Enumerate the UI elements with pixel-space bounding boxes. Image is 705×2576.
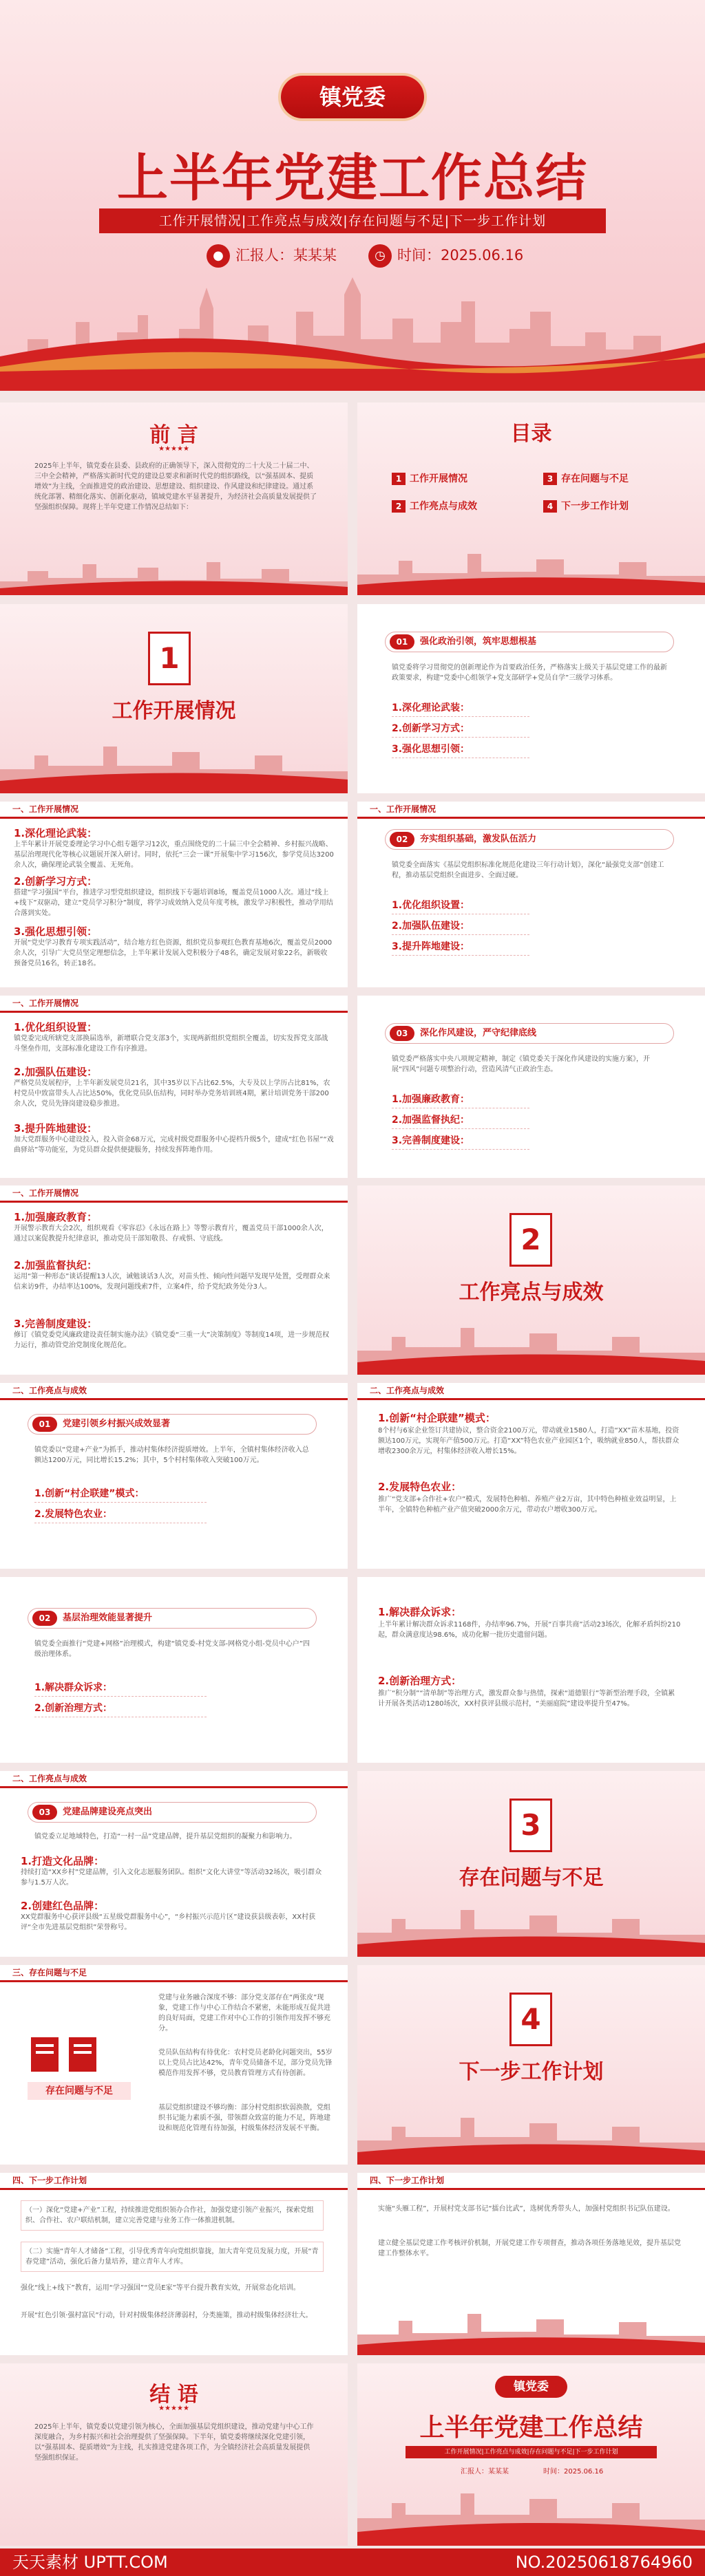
item: 1.创新“村企联建”模式： xyxy=(34,1486,207,1503)
item: 3.提升阵地建设： xyxy=(392,939,529,956)
section-title: 工作开展情况 xyxy=(112,699,236,723)
item: 2.创新学习方式： xyxy=(392,721,529,738)
plan-item: 强化“线上+线下”教育，运用“学习强国”“党员E家”等平台提升教育实效，开展常态化培训。 xyxy=(21,2284,300,2292)
toc-item-3[interactable]: 3 存在问题与不足 xyxy=(543,471,629,485)
item-title: 1.打造文化品牌： xyxy=(21,1855,105,1867)
item-text: 推广“积分制”“清单制”等治理方式，激发群众参与热情，探索“道德银行”等新型治理手段，全镇累计开展各类活动1280场次，XX村获评县级示范村，“美丽庭院”建设率提升至47%。 xyxy=(378,1690,675,1708)
end-date: 时间：2025.06.16 xyxy=(543,2468,604,2476)
item-text: 上半年累计开展党委理论学习中心组专题学习12次，重点围绕党的二十届三中全会精神、乡村振兴战略、基层治理现代化等核心议题展开深入研讨。同时，依托“三会一课”开展集中学习156次，参学党员达3200余人次，确保理论武装全覆盖、无死角。 xyxy=(14,841,334,869)
problems-slide xyxy=(0,1965,348,2165)
section-heading: 02 基层治理效能显著提升 xyxy=(28,1608,317,1629)
reporter-text: 汇报人：某某某 xyxy=(235,247,337,264)
section-text: 镇党委全面推行“党建+网格”治理模式，构建“镇党委-村党支部-网格党小组-党员中心户”四级治理体系。 xyxy=(34,1640,310,1658)
item-text: 严格党员发展程序，上半年新发展党员21名，其中35岁以下占比62.5%，大专及以上学历占比81%，农村党员中致富带头人占比达50%，优化党员队伍结构，同时举办党务培训班4期，累计培训党务干部200余人次，党员先锋岗建设稳步推进。 xyxy=(14,1080,330,1108)
preface-title: 前 言 xyxy=(149,423,198,447)
item: 1.深化理论武装： xyxy=(392,700,529,717)
conclusion-slide xyxy=(0,2363,348,2546)
item-text: 上半年累计解决群众诉求1168件，办结率96.7%，开展“百事共商”活动23场次，化解矛盾纠纷210起，群众满意度达98.6%，成功化解一批历史遗留问题。 xyxy=(378,1621,681,1639)
date-text: 时间：2025.06.16 xyxy=(397,247,524,264)
clock-icon: ◷ xyxy=(368,244,392,268)
detail-slide-5 xyxy=(0,996,348,1178)
problem-item: 党建与业务融合深度不够：部分党支部存在“两张皮”现象，党建工作与中心工作结合不紧密，未能形成互促共进的良好局面，党建工作对中心工作的引领作用发挥不够充分。 xyxy=(158,1994,330,2032)
item-title: 2.发展特色农业： xyxy=(378,1481,462,1493)
section-heading: 03 党建品牌建设亮点突出 xyxy=(28,1802,317,1823)
cover-title: 上半年党建工作总结 xyxy=(117,149,588,208)
footer-right: NO.20250618764960 xyxy=(515,2553,693,2572)
slide-header: 一、工作开展情况 xyxy=(357,802,705,817)
plan-item: （一）深化“党建+产业”工程，持续推进党组织领办合作社，加强党建引领产业振兴，探索党组织、合作社、农户联结机制，建立完善党建与业务工作一体推进机制。 xyxy=(21,2200,324,2231)
section1a-slide xyxy=(357,604,705,793)
slide-header: 一、工作开展情况 xyxy=(0,1185,348,1201)
skyline-icon xyxy=(357,547,705,595)
skyline-icon xyxy=(357,2484,705,2546)
section-number: 4 xyxy=(509,1993,552,2046)
item: 1.解决群众诉求： xyxy=(34,1680,207,1697)
slide-header: 一、工作开展情况 xyxy=(0,996,348,1011)
watermark-footer xyxy=(0,2548,705,2576)
highlight-slide-1 xyxy=(0,1383,348,1569)
item: 1.优化组织设置： xyxy=(392,898,529,914)
header-line xyxy=(0,1786,348,1788)
stars-icon: ★★★★★ xyxy=(158,445,189,453)
header-line xyxy=(0,1980,348,1982)
item-title: 3.提升阵地建设： xyxy=(14,1122,98,1135)
detail-slide-3 xyxy=(0,802,348,987)
party-committee-logo: 镇党委 xyxy=(495,2376,567,2398)
end-subtitle: 工作开展情况|工作亮点与成效|存在问题与不足|下一步工作计划 xyxy=(406,2446,657,2458)
item: 2.发展特色农业： xyxy=(34,1507,207,1523)
slide-header: 三、存在问题与不足 xyxy=(0,1965,348,1980)
toc-item-1[interactable]: 1 工作开展情况 xyxy=(392,471,467,485)
slide-header: 一、工作开展情况 xyxy=(0,802,348,817)
header-line xyxy=(357,1398,705,1400)
item: 2.加强队伍建设： xyxy=(392,919,529,935)
section-text: 镇党委全面落实《基层党组织标准化规范化建设三年行动计划》，深化“最强党支部”创建工程，推动基层党组织全面进步、全面过硬。 xyxy=(392,861,664,879)
conclusion-title: 结 语 xyxy=(149,2383,198,2407)
conclusion-text: 2025年上半年，镇党委以党建引领为核心，全面加强基层党组织建设，推动党建与中心工作深度融合，为乡村振兴和社会治理提供了坚强保障。下半年，镇党委将继续深化党建引领，以“强基固本、提质增效”为主线，扎实推进党建各项工作，为全镇经济社会高质量发展提供坚强组织保证。 xyxy=(34,2423,314,2462)
item-title: 1.深化理论武装： xyxy=(14,827,98,839)
item-title: 3.完善制度建设： xyxy=(14,1318,98,1330)
section3-cover xyxy=(357,1771,705,1957)
item-text: 搭建“学习强国”平台，推进学习型党组织建设，组织线下专题培训8场，覆盖党员1000人次。通过“线上+线下”双驱动，建立“党员学习积分”制度，将学习成效纳入党员年度考核，激发学习积极性，推动学用结合落到实处。 xyxy=(14,889,333,917)
header-line xyxy=(0,2188,348,2190)
toc-item-2[interactable]: 2 工作亮点与成效 xyxy=(392,499,477,513)
item-text: 推广“党支部+合作社+农户”模式，发展特色种植、养殖产业2万亩，其中特色种植业效益明显，上半年，全镇特色种植产业产值突破2000余万元，带动农户增收300万元。 xyxy=(378,1496,677,1514)
end-title: 上半年党建工作总结 xyxy=(419,2414,643,2442)
section-heading: 02 夯实组织基础，激发队伍活力 xyxy=(385,829,674,850)
cover-slide xyxy=(0,0,705,391)
item-text: 修订《镇党委党风廉政建设责任制实施办法》《镇党委“三重一大”决策制度》等制度14项，进一步规范权力运行，推动管党治党制度化规范化。 xyxy=(14,1331,330,1349)
footer-left: 天天素材 UPTT.COM xyxy=(12,2553,168,2572)
slide-header: 四、下一步工作计划 xyxy=(0,2173,348,2188)
highlight-slide-2b xyxy=(357,1577,705,1763)
header-line xyxy=(357,2188,705,2190)
item-title: 2.创新学习方式： xyxy=(14,875,98,888)
section2-cover xyxy=(357,1185,705,1375)
item-text: 开展警示教育大会2次，组织观看《零容忍》《永远在路上》等警示教育片，覆盖党员干部1000余人次，通过以案促教提升纪律意识，推动党员干部知敬畏、存戒惧、守底线。 xyxy=(14,1225,328,1243)
header-line xyxy=(357,817,705,819)
problem-item: 基层党组织建设不够均衡：部分村党组织软弱涣散，党组织书记能力素质不强，带领群众致富的能力不足，阵地建设和规范化管理有待加强，村级集体经济发展不平衡。 xyxy=(158,2104,330,2132)
plan-slide-1 xyxy=(0,2173,348,2355)
item-title: 2.创建红色品牌： xyxy=(21,1900,105,1912)
section-title: 存在问题与不足 xyxy=(459,1866,604,1890)
header-line xyxy=(0,1011,348,1013)
item: 1.加强廉政教育： xyxy=(392,1092,529,1108)
item: 3.完善制度建设： xyxy=(392,1133,529,1150)
skyline-icon xyxy=(357,2110,705,2165)
item-title: 1.解决群众诉求： xyxy=(378,1606,462,1618)
detail-slide-7 xyxy=(0,1185,348,1375)
section-title: 工作亮点与成效 xyxy=(459,1280,604,1305)
plan-item: 实施“头雁工程”，开展村党支部书记“擂台比武”，选树优秀带头人，加强村党组织书记队伍建设。 xyxy=(378,2205,675,2213)
section-text: 镇党委将学习贯彻党的创新理论作为首要政治任务，严格落实上级关于基层党建工作的最新政策要求，构建“党委中心组领学+党支部研学+党员自学”三级学习体系。 xyxy=(392,664,667,682)
item-title: 2.加强队伍建设： xyxy=(14,1066,98,1078)
plan-item: 开展“红色引领·强村富民”行动，针对村级集体经济薄弱村，分类施策，推动村级集体经济壮大。 xyxy=(21,2312,313,2319)
header-line xyxy=(0,817,348,819)
toc-slide xyxy=(357,402,705,595)
item-title: 1.加强廉政教育： xyxy=(14,1211,98,1223)
section-heading: 01 强化政治引领，筑牢思想根基 xyxy=(385,632,674,652)
slide-header: 二、工作亮点与成效 xyxy=(357,1383,705,1398)
header-line xyxy=(0,1398,348,1400)
red-wave-icon xyxy=(0,315,705,391)
skyline-icon xyxy=(0,738,348,793)
plan-item: 建立健全基层党建工作考核评价机制，开展党建工作专项督查，推动各项任务落地见效，提升基层党建工作整体水平。 xyxy=(378,2240,681,2257)
item-text: 8个村与6家企业签订共建协议，整合资金2100万元，带动就业1580人，打造“XX”苗木基地，投资额达100万元，实现年产值500万元。打造“XX”特色农业产业园区1个，吸纳就业850人，帮扶群众增收2300余万元，村集体经济收入增长15%。 xyxy=(378,1427,680,1455)
toc-title: 目录 xyxy=(510,422,552,446)
preface-text: 2025年上半年，镇党委在县委、县政府的正确领导下，深入贯彻党的二十大及二十届二中、三中全会精神，严格落实新时代党的建设总要求和新时代党的组织路线，以“强基固本、提质增效”为主线，全面推进党的政治建设、思想建设、组织建设、作风建设和纪律建设。通过系统化部署、精细化落实、创新化驱动，镇域党建水平显著提升，为经济社会高质量发展提供了坚强组织保障。现将上半年党建工作情况总结如下： xyxy=(34,462,317,511)
item-text: 开展“党史学习教育专项实践活动”，结合地方红色资源，组织党员参观红色教育基地6次，覆盖党员2000余人次，引导广大党员坚定理想信念，上半年累计发展入党积极分子48名，确定发展对象22名，新吸收预备党员16名，转正18名。 xyxy=(14,939,333,967)
reporter xyxy=(207,244,337,268)
header-line xyxy=(0,1201,348,1203)
highlight-slide-3 xyxy=(0,1771,348,1957)
skyline-icon xyxy=(0,554,348,595)
problem-item: 党员队伍结构有待优化：农村党员老龄化问题突出，55岁以上党员占比达42%，青年党员储备不足，部分党员先锋模范作用发挥不够，党员教育管理方式有待创新。 xyxy=(158,2049,333,2077)
section-number: 1 xyxy=(148,632,191,685)
date xyxy=(368,244,523,268)
plan-item: （二）实施“青年人才储备”工程，引导优秀青年向党组织靠拢，加大青年党员发展力度，开展“青春党建”活动，强化后备力量培养，建立青年人才库。 xyxy=(21,2242,324,2272)
preface-slide xyxy=(0,402,348,595)
item-title: 1.创新“村企联建”模式： xyxy=(378,1412,496,1424)
stars-icon: ★★★★★ xyxy=(158,2405,189,2412)
toc-item-4[interactable]: 4 下一步工作计划 xyxy=(543,499,629,513)
section-heading: 03 深化作风建设，严守纪律底线 xyxy=(385,1023,674,1044)
item-text: 镇党委完成所辖党支部换届选举，新增联合党支部3个，实现两新组织党组织全覆盖，切实发挥党支部战斗堡垒作用，支部标准化建设工作有序推进。 xyxy=(14,1035,328,1053)
section4-cover xyxy=(357,1965,705,2165)
section-heading: 01 党建引领乡村振兴成效显著 xyxy=(28,1414,317,1435)
section-number: 2 xyxy=(509,1213,552,1267)
item-title: 2.创新治理方式： xyxy=(378,1675,462,1687)
item-text: 运用“第一种形态”谈话提醒13人次，诫勉谈话3人次，对苗头性、倾向性问题早发现早处置，受理群众来信来访9件，办结率达100%，发现问题线索7件，立案4件，给予党纪政务处分3人。 xyxy=(14,1273,330,1291)
section1b-slide xyxy=(357,802,705,987)
end-reporter: 汇报人：某某某 xyxy=(461,2468,509,2476)
item: 2.加强监督执纪： xyxy=(392,1113,529,1129)
slide-header: 二、工作亮点与成效 xyxy=(0,1771,348,1786)
document-icon xyxy=(28,2034,124,2075)
skyline-icon xyxy=(357,1902,705,1957)
skyline-icon xyxy=(357,2307,705,2355)
cover-subtitle: 工作开展情况|工作亮点与成效|存在问题与不足|下一步工作计划 xyxy=(99,208,606,233)
skyline-icon xyxy=(357,1320,705,1375)
slide-header: 四、下一步工作计划 xyxy=(357,2173,705,2188)
section-text: 镇党委严格落实中央八项规定精神，制定《镇党委关于深化作风建设的实施方案》，开展“四风”问题专项整治行动，营造风清气正政治生态。 xyxy=(392,1055,650,1073)
item: 3.强化思想引领： xyxy=(392,742,529,758)
user-icon: ● xyxy=(207,244,230,268)
section-text: 镇党委立足地域特色，打造“一村一品”党建品牌，提升基层党组织的凝聚力和影响力。 xyxy=(34,1833,297,1840)
section-title: 下一步工作计划 xyxy=(459,2060,604,2084)
item-text: XX党群服务中心获评县级“五星级党群服务中心”，“乡村振兴示范片区”建设获县级表彰，XX村获评“全市先进基层党组织”荣誉称号。 xyxy=(21,1913,316,1931)
slide-header: 二、工作亮点与成效 xyxy=(0,1383,348,1398)
section1c-slide xyxy=(357,996,705,1178)
problems-label: 存在问题与不足 xyxy=(28,2082,131,2100)
item: 2.创新治理方式： xyxy=(34,1701,207,1717)
plan-slide-2 xyxy=(357,2173,705,2355)
item-title: 1.优化组织设置： xyxy=(14,1021,98,1033)
section-number: 3 xyxy=(509,1799,552,1852)
section1-cover xyxy=(0,604,348,793)
item-text: 持续打造“XX乡村”党建品牌，引入文化志愿服务团队。组织“文化大讲堂”等活动32场次，吸引群众参与1.5万人次。 xyxy=(21,1869,322,1887)
highlight-slide-2 xyxy=(0,1577,348,1763)
highlight-slide-1b xyxy=(357,1383,705,1569)
item-title: 2.加强监督执纪： xyxy=(14,1259,98,1271)
party-committee-logo: 镇党委 xyxy=(281,76,424,118)
end-cover-slide xyxy=(357,2363,705,2546)
item-title: 3.强化思想引领： xyxy=(14,925,98,938)
section-text: 镇党委以“党建+产业”为抓手，推动村集体经济提质增效。上半年，全镇村集体经济收入总额达1200万元，同比增长15.2%；其中，5个村村集体收入突破100万元。 xyxy=(34,1446,309,1464)
item-text: 加大党群服务中心建设投入，投入资金68万元，完成村级党群服务中心提档升级5个，建成“红色书屋”“戏曲驿站”等功能室，为党员群众提供便捷服务，持续发挥阵地作用。 xyxy=(14,1136,334,1154)
